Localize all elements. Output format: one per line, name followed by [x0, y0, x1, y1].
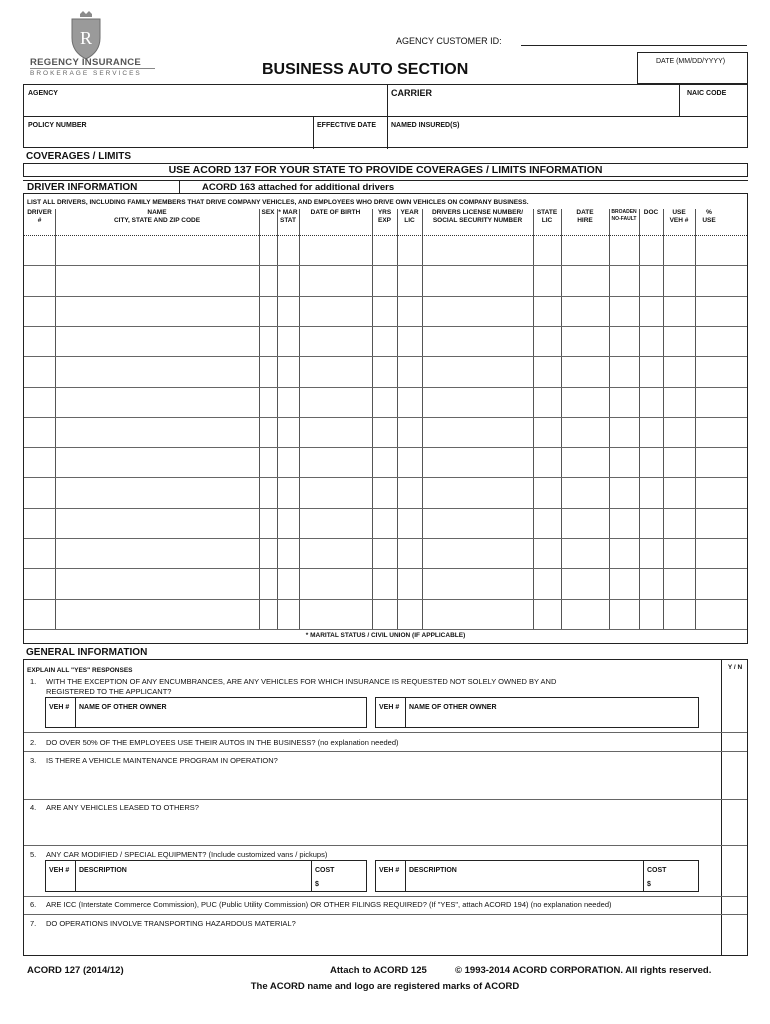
driver-note: ACORD 163 attached for additional drivers: [202, 182, 395, 193]
veh-label: VEH #: [49, 704, 70, 711]
veh-label: VEH #: [379, 867, 400, 874]
brand-tagline: BROKERAGE SERVICES: [30, 68, 155, 77]
col-header-line2: NO-FAULT: [611, 216, 637, 222]
col-header-line1: %: [706, 209, 712, 216]
col-header-line2: LIC: [541, 217, 553, 224]
q3-yn-field[interactable]: [722, 752, 748, 799]
driver-table: [23, 193, 748, 644]
marital-status-footnote: * MARITAL STATUS / CIVIL UNION (IF APPLICABLE): [305, 632, 466, 639]
coverages-banner: USE ACORD 137 FOR YOUR STATE TO PROVIDE COVERAGES / LIMITS INFORMATION: [23, 163, 748, 177]
driver-row-divider: [24, 629, 747, 630]
driver-col-header: [533, 209, 561, 235]
explain-note: EXPLAIN ALL "YES" RESPONSES: [27, 667, 133, 674]
col-header-line1: DRIVER: [27, 209, 52, 216]
q1-text-cont: REGISTERED TO THE APPLICANT?: [46, 687, 172, 696]
driver-row[interactable]: [24, 569, 747, 598]
named-insured-field[interactable]: [387, 117, 749, 149]
driver-row[interactable]: [24, 327, 747, 356]
description-label: DESCRIPTION: [409, 867, 457, 874]
col-header-line2: EXP: [377, 217, 391, 224]
driver-row[interactable]: [24, 448, 747, 477]
agency-field[interactable]: [24, 85, 388, 117]
driver-col-header: [277, 209, 299, 235]
driver-col-header: [299, 209, 372, 235]
named-insured-label: NAMED INSURED(S): [391, 122, 460, 129]
q1-yn-field[interactable]: [722, 676, 748, 732]
driver-col-header: [55, 209, 259, 235]
driver-col-header: [422, 209, 533, 235]
date-field[interactable]: [637, 52, 748, 84]
driver-col-header: [639, 209, 663, 235]
driver-row[interactable]: [24, 297, 747, 326]
policy-number-label: POLICY NUMBER: [28, 122, 87, 129]
q5-text: ANY CAR MODIFIED / SPECIAL EQUIPMENT? (Include customized vans / pickups): [46, 850, 328, 859]
col-header-line1: YEAR: [400, 209, 419, 216]
col-header-line1: USE: [672, 209, 686, 216]
customer-id-field[interactable]: [521, 45, 747, 46]
col-header-line2: STAT: [279, 217, 296, 224]
q6-yn-field[interactable]: [722, 897, 748, 914]
col-header-line1: YRS: [377, 209, 392, 216]
other-owner-label: NAME OF OTHER OWNER: [79, 704, 167, 711]
col-header-line1: DRIVERS LICENSE NUMBER/: [431, 209, 523, 216]
general-info-table: [23, 659, 748, 956]
q5-yn-field[interactable]: [722, 846, 748, 896]
driver-row[interactable]: [24, 539, 747, 568]
q6-text: ARE ICC (Interstate Commerce Commission), PUC (Public Utility Commission) OR OTHER FILINGS REQUIRED? (If "YES", attach ACORD 194) (no explanation needed): [46, 900, 612, 909]
q7-number: 7.: [30, 919, 37, 928]
page-title: BUSINESS AUTO SECTION: [262, 61, 469, 78]
customer-id-label: AGENCY CUSTOMER ID:: [396, 36, 502, 46]
driver-heading: DRIVER INFORMATION: [27, 182, 138, 193]
naic-code-label: NAIC CODE: [687, 90, 727, 97]
cost-dollar: $: [647, 881, 651, 888]
col-header-line2: HIRE: [577, 217, 593, 224]
acord-163-checkbox[interactable]: [185, 183, 193, 191]
col-header-line2: DATE OF BIRTH: [310, 209, 361, 216]
carrier-field[interactable]: [387, 85, 680, 117]
col-header-line2: LIC: [404, 217, 415, 224]
veh-label: VEH #: [49, 867, 70, 874]
cost-dollar: $: [315, 881, 319, 888]
attach-note: Attach to ACORD 125: [330, 965, 427, 976]
driver-row[interactable]: [24, 600, 747, 629]
other-owner-box-1[interactable]: [45, 697, 367, 728]
driver-heading-bar: [23, 180, 748, 194]
driver-col-header: [663, 209, 695, 235]
driver-row[interactable]: [24, 357, 747, 386]
col-header-line2: SEX: [261, 209, 275, 216]
q1-text: WITH THE EXCEPTION OF ANY ENCUMBRANCES, ARE ANY VEHICLES FOR WHICH INSURANCE IS REQUESTED NOT SOLELY OWNED BY AND: [46, 677, 557, 686]
driver-col-header: [372, 209, 397, 235]
driver-col-header: [695, 209, 723, 235]
effective-date-label: EFFECTIVE DATE: [317, 122, 376, 129]
equipment-box-1[interactable]: [45, 860, 367, 892]
col-header-line2: #: [37, 217, 42, 224]
agency-info-block: [23, 84, 748, 148]
copyright: © 1993-2014 ACORD CORPORATION. All rights reserved.: [455, 965, 712, 976]
cost-label: COST: [315, 867, 335, 874]
logo-initial: R: [79, 28, 92, 48]
q3-text: IS THERE A VEHICLE MAINTENANCE PROGRAM IN OPERATION?: [46, 756, 278, 765]
q3-number: 3.: [30, 756, 37, 765]
col-header-line2: SOCIAL SECURITY NUMBER: [432, 217, 523, 224]
naic-code-field[interactable]: [679, 85, 749, 117]
col-header-line1: BROADEN: [611, 209, 637, 215]
yn-header: Y / N: [727, 664, 743, 671]
driver-row[interactable]: [24, 236, 747, 265]
q1-number: 1.: [30, 677, 37, 686]
date-label: DATE (MM/DD/YYYY): [656, 58, 726, 65]
col-header-line1: DATE: [576, 209, 594, 216]
driver-row[interactable]: [24, 478, 747, 507]
q4-number: 4.: [30, 803, 37, 812]
driver-row[interactable]: [24, 509, 747, 538]
policy-number-field[interactable]: [24, 117, 314, 149]
driver-col-header: [561, 209, 609, 235]
q7-yn-field[interactable]: [722, 915, 748, 955]
other-owner-box-2[interactable]: [375, 697, 699, 728]
driver-col-header: [609, 209, 639, 235]
general-heading: GENERAL INFORMATION: [26, 647, 148, 658]
q7-text: DO OPERATIONS INVOLVE TRANSPORTING HAZARDOUS MATERIAL?: [46, 919, 296, 928]
col-header-line2: USE: [702, 217, 716, 224]
effective-date-field[interactable]: [313, 117, 388, 149]
cost-label: COST: [647, 867, 667, 874]
col-header-line2: CITY, STATE AND ZIP CODE: [113, 217, 201, 224]
driver-row[interactable]: [24, 266, 747, 295]
coverages-heading: COVERAGES / LIMITS: [26, 151, 132, 162]
agency-label: AGENCY: [28, 90, 58, 97]
trademark-note: The ACORD name and logo are registered marks of ACORD: [250, 981, 520, 992]
col-header-line1: NAME: [147, 209, 167, 216]
q2-number: 2.: [30, 738, 37, 747]
q2-text: DO OVER 50% OF THE EMPLOYEES USE THEIR AUTOS IN THE BUSINESS? (no explanation needed): [46, 738, 399, 747]
col-header-line1: STATE: [536, 209, 558, 216]
col-header-line1: * MAR: [278, 209, 298, 216]
driver-col-header: [259, 209, 277, 235]
q5-number: 5.: [30, 850, 37, 859]
veh-label: VEH #: [379, 704, 400, 711]
driver-col-header: [397, 209, 422, 235]
form-id: ACORD 127 (2014/12): [27, 965, 124, 976]
driver-instruction: LIST ALL DRIVERS, INCLUDING FAMILY MEMBERS THAT DRIVE COMPANY VEHICLES, AND EMPLOYEES WHO DRIVE OWN VEHICLES ON COMPANY BUSINESS.: [27, 199, 529, 206]
col-header-line2: VEH #: [669, 217, 689, 224]
col-header-line2: DOC: [643, 209, 659, 216]
brand-name: REGENCY INSURANCE: [30, 57, 142, 68]
q4-yn-field[interactable]: [722, 800, 748, 845]
driver-col-header: [24, 209, 55, 235]
carrier-label: CARRIER: [391, 88, 433, 98]
q4-text: ARE ANY VEHICLES LEASED TO OTHERS?: [46, 803, 199, 812]
driver-row[interactable]: [24, 418, 747, 447]
other-owner-label: NAME OF OTHER OWNER: [409, 704, 497, 711]
company-logo: [66, 10, 106, 60]
description-label: DESCRIPTION: [79, 867, 127, 874]
q6-number: 6.: [30, 900, 37, 909]
q2-yn-field[interactable]: [722, 733, 748, 751]
driver-row[interactable]: [24, 388, 747, 417]
equipment-box-2[interactable]: [375, 860, 699, 892]
